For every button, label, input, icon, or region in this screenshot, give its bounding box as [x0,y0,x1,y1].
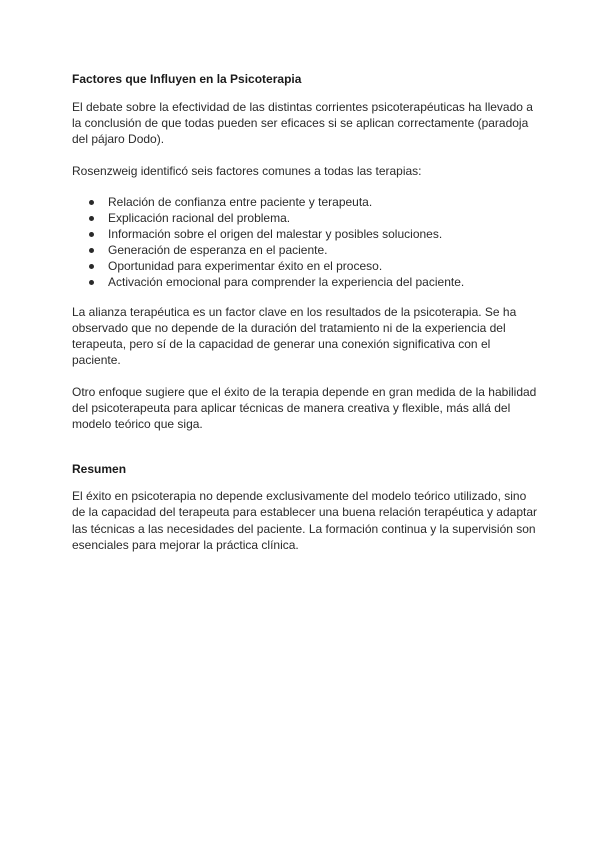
bullet-icon [89,200,94,205]
summary-paragraph: El éxito en psicoterapia no depende exclusivamente del modelo teórico utilizado, sino de la capacidad del terapeuta para establecer una buena relación terapéutica y adaptar las técnicas a las necesidades del paciente. La formación continua y la supervisión son esenciales para mejorar la práctica clínica. [72,489,537,552]
list-item-text: Explicación racional del problema. [108,210,291,225]
list-item-text: Generación de esperanza en el paciente. [108,242,328,257]
bullet-icon [89,216,94,221]
alliance-paragraph: La alianza terapéutica es un factor clave en los resultados de la psicoterapia. Se ha observado que no depende de la duración del tratamiento ni de la experiencia del terapeuta, pero sí de la capacidad de generar una conexión significativa con el paciente. [72,304,517,368]
list-item [89,210,538,226]
list-item-text: Información sobre el origen del malestar y posibles soluciones. [108,226,443,241]
list-item-text: Oportunidad para experimentar éxito en el proceso. [108,258,383,273]
list-item [89,226,538,242]
bullet-icon [89,280,94,285]
bullet-icon [89,248,94,253]
factors-intro-paragraph: Rosenzweig identificó seis factores comunes a todas las terapias: [72,163,422,178]
list-item-text: Relación de confianza entre paciente y terapeuta. [108,194,373,209]
list-item [89,274,538,290]
bullet-icon [89,232,94,237]
list-item [89,242,538,258]
list-item [89,258,538,274]
factors-list [72,194,538,290]
list-item-text: Activación emocional para comprender la experiencia del paciente. [108,274,465,289]
section-spacer [72,447,538,461]
list-item [89,194,538,210]
page-title: Factores que Influyen en la Psicoterapia [72,72,302,86]
bullet-icon [89,264,94,269]
approach-paragraph: Otro enfoque sugiere que el éxito de la terapia depende en gran medida de la habilidad del psicoterapeuta para aplicar técnicas de manera creativa y flexible, más allá del modelo teórico que siga. [72,384,537,432]
summary-heading: Resumen [72,462,127,477]
intro-paragraph: El debate sobre la efectividad de las distintas corrientes psicoterapéuticas ha llevado a la conclusión de que todas pueden ser eficaces si se aplican correctamente (paradoja del pájaro Dodo). [72,100,533,147]
